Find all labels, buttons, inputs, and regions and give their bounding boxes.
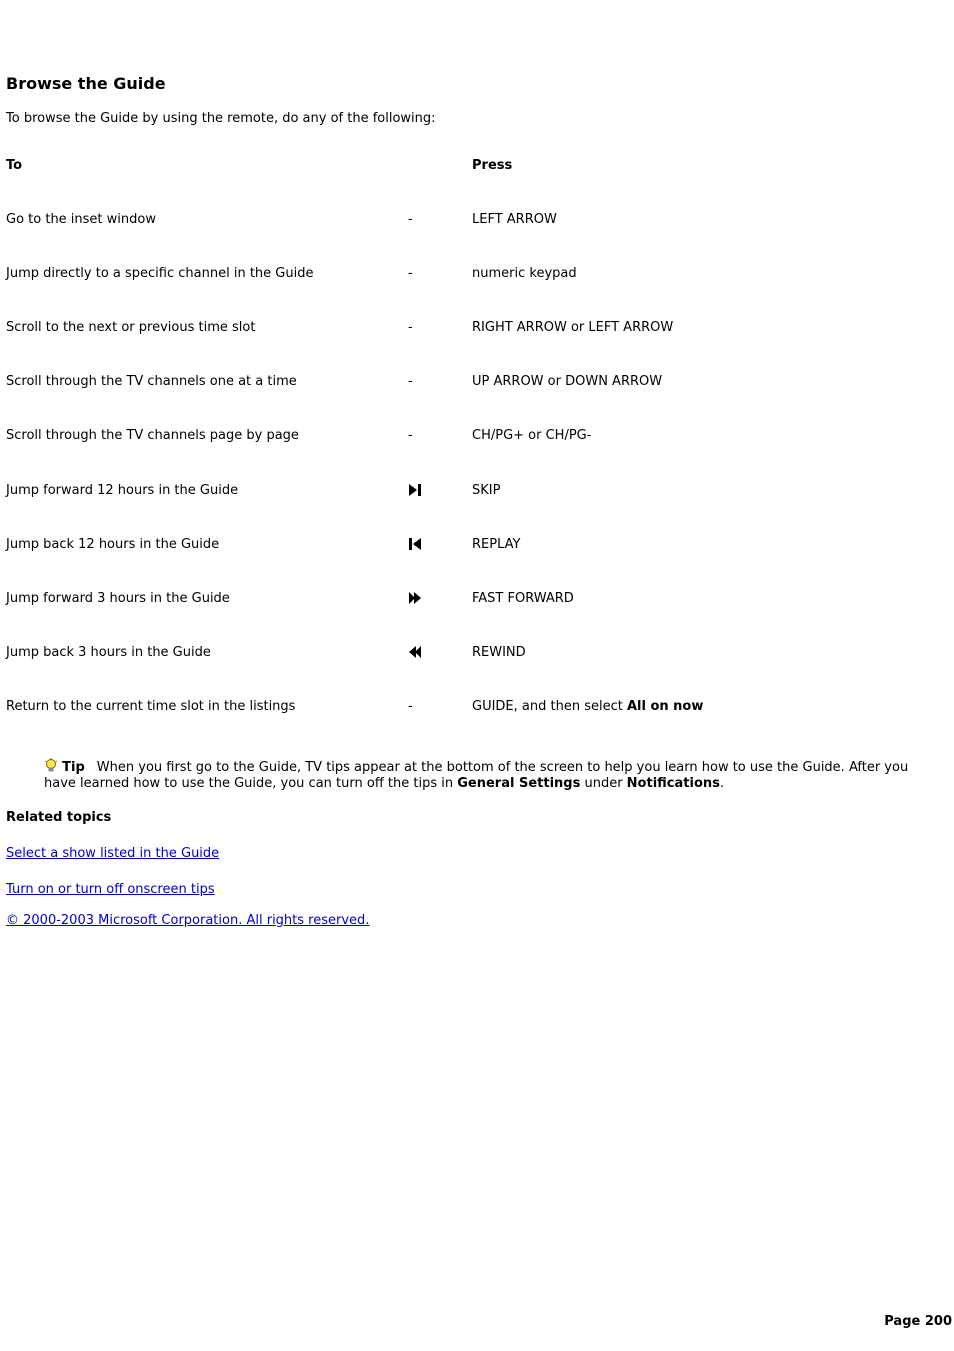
replay-icon <box>408 536 422 551</box>
tip-bold-notifications: Notifications <box>626 776 720 791</box>
copyright-link[interactable]: © 2000-2003 Microsoft Corporation. All rights reserved. <box>6 913 370 928</box>
tip-note <box>44 758 944 792</box>
table-row-symbol: - <box>408 428 413 443</box>
table-row-press-bold: All on now <box>626 699 704 714</box>
table-row-action: Jump directly to a specific channel in the Guide <box>6 266 314 281</box>
table-row-press: REWIND <box>472 645 526 660</box>
table-row-action: Scroll through the TV channels page by page <box>6 428 299 443</box>
column-header-to: To <box>6 158 23 173</box>
table-row-press: RIGHT ARROW or LEFT ARROW <box>472 320 674 335</box>
tip-text-3: . <box>719 776 725 791</box>
table-row-press: LEFT ARROW <box>472 212 557 227</box>
fast-forward-icon <box>408 590 422 605</box>
table-row-press-text: GUIDE, and then select <box>472 699 627 714</box>
lightbulb-icon <box>44 758 58 774</box>
table-row-symbol: - <box>408 699 413 714</box>
table-row-press: UP ARROW or DOWN ARROW <box>472 374 663 389</box>
link-onscreen-tips[interactable]: Turn on or turn off onscreen tips <box>6 882 215 897</box>
table-row-press: REPLAY <box>472 537 521 552</box>
table-row-symbol: - <box>408 374 413 389</box>
table-row-action: Jump back 12 hours in the Guide <box>6 537 220 552</box>
table-row-action: Go to the inset window <box>6 212 156 227</box>
table-row-symbol: - <box>408 320 413 335</box>
table-row-action: Return to the current time slot in the listings <box>6 699 296 714</box>
column-header-press: Press <box>472 158 513 173</box>
table-row-action: Scroll through the TV channels one at a time <box>6 374 297 389</box>
table-row-action: Scroll to the next or previous time slot <box>6 320 256 335</box>
table-row-press: CH/PG+ or CH/PG- <box>472 428 592 443</box>
table-row-action: Jump forward 3 hours in the Guide <box>6 591 230 606</box>
table-row-symbol: - <box>408 212 413 227</box>
tip-bold-general-settings: General Settings <box>457 776 581 791</box>
tip-label: Tip <box>62 760 85 775</box>
table-row-symbol: - <box>408 266 413 281</box>
table-row-press <box>472 699 703 714</box>
table-row-action: Jump forward 12 hours in the Guide <box>6 483 239 498</box>
table-row-press: numeric keypad <box>472 266 577 281</box>
tip-text-1: When you first go to the Guide, TV tips appear at the bottom of the screen to help you learn how to use the Guide. After you have learned how to use the Guide, you can turn off the tips in <box>44 760 909 791</box>
page-number: Page 200 <box>884 1314 952 1329</box>
table-row-press: SKIP <box>472 483 501 498</box>
table-row-press: FAST FORWARD <box>472 591 574 606</box>
skip-icon <box>408 482 422 497</box>
link-select-show[interactable]: Select a show listed in the Guide <box>6 846 220 861</box>
rewind-icon <box>408 644 422 659</box>
tip-text-2: under <box>580 776 627 791</box>
page-title: Browse the Guide <box>6 74 166 93</box>
table-row-action: Jump back 3 hours in the Guide <box>6 645 211 660</box>
related-topics-heading: Related topics <box>6 810 112 825</box>
intro-text: To browse the Guide by using the remote, do any of the following: <box>6 111 436 126</box>
